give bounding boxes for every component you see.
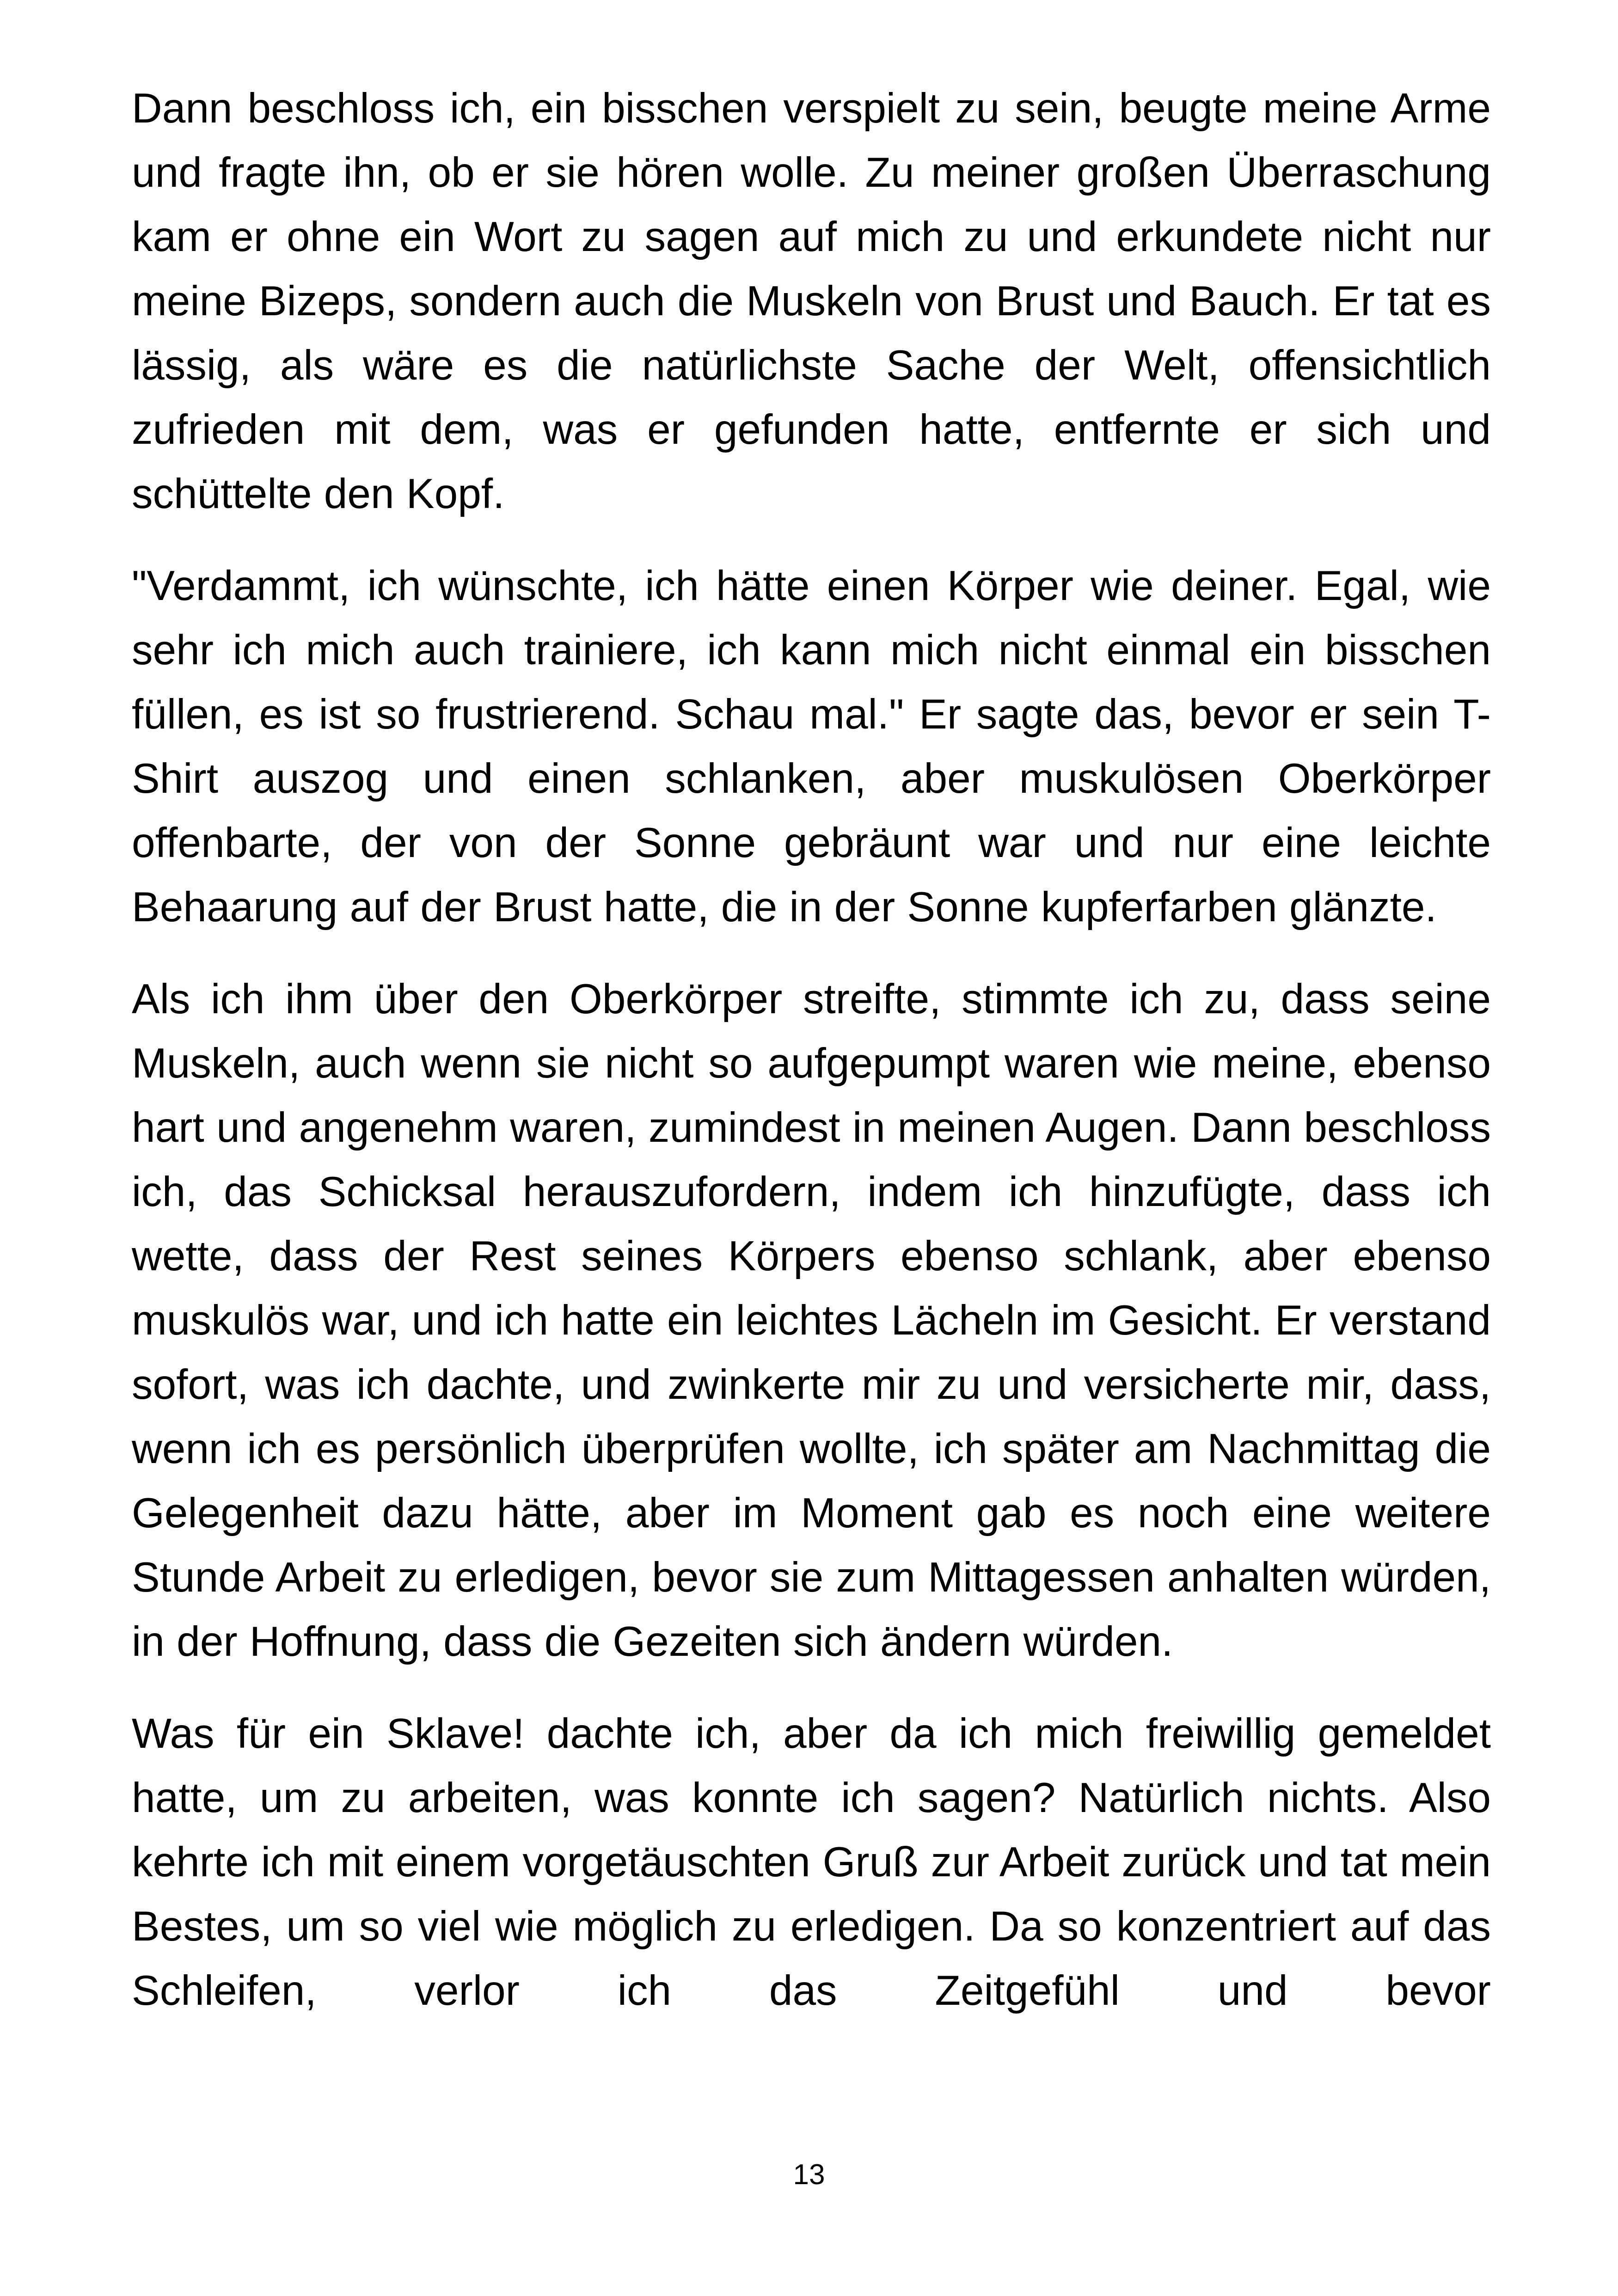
paragraph-3: Als ich ihm über den Oberkörper streifte, stimmte ich zu, dass seine Muskeln, auch wenn sie nicht so aufgepumpt waren wie meine, ebenso hart und angenehm waren, zumindest in meinen Augen. Dann beschloss ich, das Schicksal herauszufordern, indem ich hinzufügte, dass ich wette, dass der Rest seines Körpers ebenso schlank, aber ebenso muskulös war, und ich hatte ein leichtes Lächeln im Gesicht. Er verstand sofort, was ich dachte, und zwinkerte mir zu und versicherte mir, dass, wenn ich es persönlich überprüfen wollte, ich später am Nachmittag die Gelegenheit dazu hätte, aber im Moment gab es noch eine weitere Stunde Arbeit zu erledigen, bevor sie zum Mittagessen anhalten würden, in der Hoffnung, dass die Gezeiten sich ändern würden. [132, 976, 1491, 1665]
paragraph-1: Dann beschloss ich, ein bisschen verspielt zu sein, beugte meine Arme und fragte ihn, ob er sie hören wolle. Zu meiner großen Überraschung kam er ohne ein Wort zu sagen auf mich zu und erkundete nicht nur meine Bizeps, sondern auch die Muskeln von Brust und Bauch. Er tat es lässig, als wäre es die natürlichste Sache der Welt, offensichtlich zufrieden mit dem, was er gefunden hatte, entfernte er sich und schüttelte den Kopf. [132, 85, 1491, 517]
page-number: 13 [793, 2159, 825, 2191]
body-text [132, 76, 1491, 2051]
paragraph-4: Was für ein Sklave! dachte ich, aber da ich mich freiwillig gemeldet hatte, um zu arbeiten, was konnte ich sagen? Natürlich nichts. Also kehrte ich mit einem vorgetäuschten Gruß zur Arbeit zurück und tat mein Bestes, um so viel wie möglich zu erledigen. Da so konzentriert auf das Schleifen, verlor ich das Zeitgefühl und bevor [132, 1710, 1491, 2014]
paragraph-2: "Verdammt, ich wünschte, ich hätte einen Körper wie deiner. Egal, wie sehr ich mich auch trainiere, ich kann mich nicht einmal ein bisschen füllen, es ist so frustrierend. Schau mal." Er sagte das, bevor er sein T-Shirt auszog und einen schlanken, aber muskulösen Oberkörper offenbarte, der von der Sonne gebräunt war und nur eine leichte Behaarung auf der Brust hatte, die in der Sonne kupferfarben glänzte. [132, 563, 1491, 931]
